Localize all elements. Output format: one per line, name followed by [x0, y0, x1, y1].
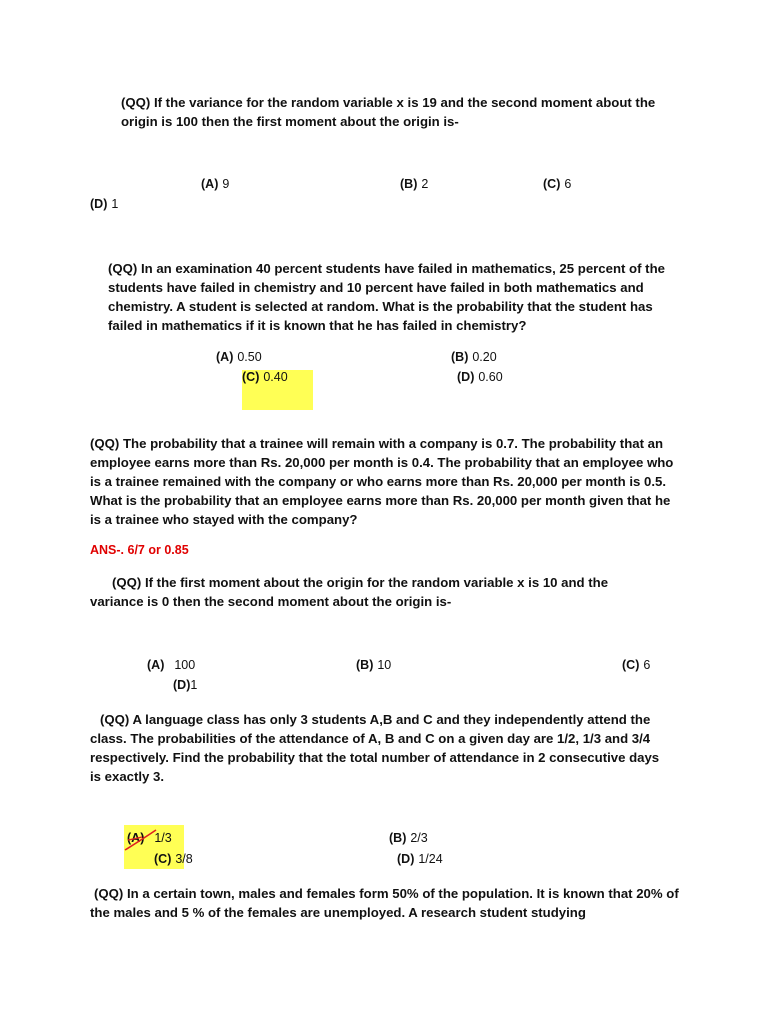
option-value: 2/3: [410, 831, 428, 845]
question-3-text: (QQ) The probability that a trainee will remain with a company is 0.7. The probability that an employee earns more than Rs. 20,000 per month is 0.4. The probability that an employee who is a trainee remained with the company or who earns more than Rs. 20,000 per month is 0.5. What is the probability that an employee earns more than Rs. 20,000 per month given that he is a trainee who stayed with the company?: [90, 436, 674, 527]
option-value: 1/3: [154, 831, 172, 845]
option-value: 1/24: [418, 852, 443, 866]
option-key: (D): [457, 370, 475, 384]
option-key: (C): [622, 658, 640, 672]
option-key: (B): [389, 831, 407, 845]
option-key: (A): [127, 831, 145, 845]
q5-option-c: [154, 852, 193, 866]
option-key: (C): [242, 370, 260, 384]
option-value: 9: [222, 177, 230, 191]
option-key: (C): [154, 852, 172, 866]
option-value: 2: [421, 177, 429, 191]
question-1-text: (QQ) If the variance for the random variable x is 19 and the second moment about the origin is 100 then the first moment about the origin is-: [121, 95, 656, 129]
q1-option-d: [90, 197, 118, 211]
option-key: (A): [216, 350, 234, 364]
q4-option-b: [356, 658, 391, 672]
option-key: (B): [356, 658, 374, 672]
q4-option-a: [147, 658, 195, 672]
q5-option-b: [389, 831, 428, 845]
option-value: 3/8: [175, 852, 193, 866]
option-value: 6: [564, 177, 572, 191]
question-5-text: (QQ) A language class has only 3 students A,B and C and they independently attend the class. The probabilities of the attendance of A, B and C on a given day are 1/2, 1/3 and 3/4 respectively. Find the probability that the total number of attendance in 2 consecutive days is exactly 3.: [90, 712, 660, 784]
option-value: 100: [174, 658, 196, 672]
answer-text: ANS-. 6/7 or 0.85: [90, 543, 189, 557]
q1-option-c: [543, 177, 571, 191]
option-value: 0.20: [472, 350, 497, 364]
option-key: (A): [147, 658, 165, 672]
question-4-text: (QQ) If the first moment about the origin for the random variable x is 10 and the variance is 0 then the second moment about the origin is-: [90, 575, 609, 609]
option-key: (B): [451, 350, 469, 364]
option-value: 10: [377, 658, 392, 672]
option-value: 6: [643, 658, 651, 672]
q1-option-a: [201, 177, 229, 191]
q2-option-a: [216, 350, 262, 364]
option-value: 0.50: [237, 350, 262, 364]
strikethrough-mark: [122, 828, 162, 852]
q2-option-c: [242, 370, 288, 384]
option-key: (D): [90, 197, 108, 211]
option-key: (D): [397, 852, 415, 866]
option-key: (D): [173, 678, 191, 692]
option-value: 1: [190, 678, 198, 692]
option-value: 0.40: [263, 370, 288, 384]
option-key: (C): [543, 177, 561, 191]
q2-option-b: [451, 350, 497, 364]
q4-option-c: [622, 658, 650, 672]
option-value: 1: [111, 197, 119, 211]
question-2-text: (QQ) In an examination 40 percent students have failed in mathematics, 25 percent of the students have failed in chemistry and 10 percent have failed in both mathematics and chemistry. A student is selected at random. What is the probability that the student has failed in mathematics if it is known that he has failed in chemistry?: [108, 261, 665, 333]
q1-option-b: [400, 177, 428, 191]
option-key: (A): [201, 177, 219, 191]
option-value: 0.60: [478, 370, 503, 384]
question-6-text: (QQ) In a certain town, males and females form 50% of the population. It is known that 20% of the males and 5 % of the females are unemployed. A research student studying: [90, 886, 679, 920]
option-key: (B): [400, 177, 418, 191]
q4-option-d: [173, 678, 197, 692]
q2-option-d: [457, 370, 503, 384]
q5-option-d: [397, 852, 443, 866]
